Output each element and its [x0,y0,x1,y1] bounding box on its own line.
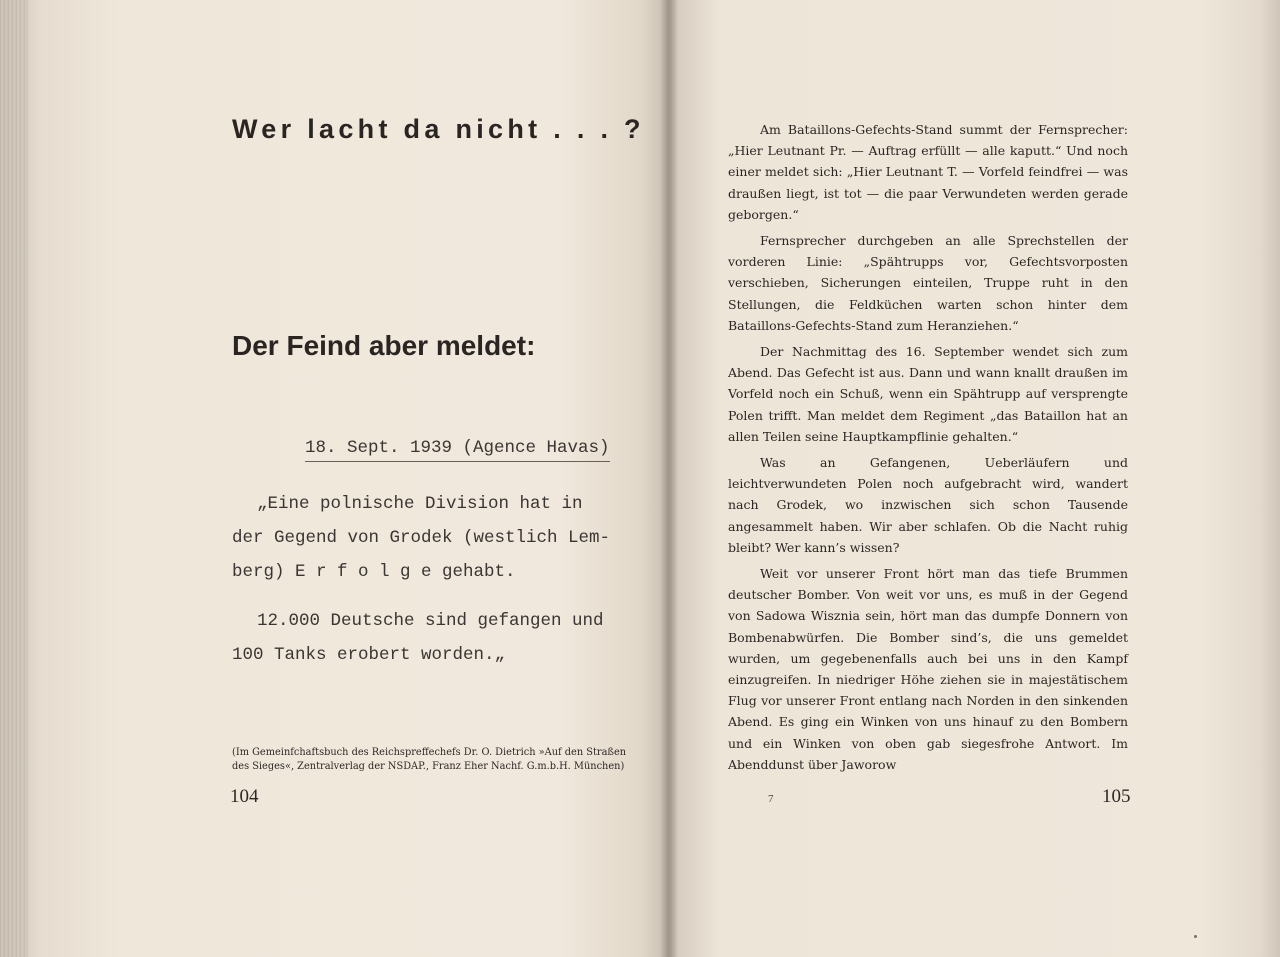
quote-line: 100 Tanks erobert worden.„ [232,645,506,665]
footnote-line: des Sieges«, Zentralverlag der NSDAP., Franz Eher Nachf. G.m.b.H. München) [232,761,625,772]
quote-line: berg) E r f o l g e gehabt. [232,562,516,582]
paper-speck [1194,935,1197,938]
book-gutter [660,0,678,957]
page-number-right: 105 [1102,786,1131,807]
paragraph: Was an Gefangenen, Ueberläufern und leichtverwundeten Polen noch aufgebracht wird, wandert nach Grodek, wo inzwischen sich schon Tausende angesammelt haben. Wir aber schlafen. Ob die Nacht ruhig bleibt? Wer kann’s wissen? [728,455,1128,555]
quote-line: 12.000 Deutsche sind gefangen und [257,611,604,631]
dateline: 18. Sept. 1939 (Agence Havas) [305,438,610,462]
signature-mark: 7 [768,793,774,805]
body-text [728,119,1128,780]
right-page [678,0,1280,957]
paragraph: Der Nachmittag des 16. September wendet sich zum Abend. Das Gefecht ist aus. Dann und wann knallt draußen im Vorfeld noch ein Schuß, wenn ein Spähtrupp auf versprengte Polen trifft. Man meldet dem Regiment „das Bataillon hat an allen Teilen seine Hauptkampflinie gehalten.“ [728,344,1128,444]
paragraph: Am Bataillons-Gefechts-Stand summt der Fernsprecher: „Hier Leutnant Pr. — Auftrag erfüllt — alle kaputt.“ Und noch einer meldet sich: „Hier Leutnant T. — Vorfeld feindfrei — was draußen liegt, ist tot — die paar Verwundeten werden gerade geborgen.“ [728,122,1128,222]
paragraph: Weit vor unserer Front hört man das tiefe Brummen deutscher Bomber. Von weit vor uns, es muß in der Gegend von Sadowa Wisznia sein, hört man das dumpfe Donnern von Bombenabwürfen. Die Bomber sind’s, die uns gemeldet wurden, um gegebenenfalls auch bei uns in den Kampf einzugreifen. In niedriger Höhe ziehen sie in majestätischem Flug vor unserer Front entlang nach Norden in den sinkenden Abend. Es ging ein Winken von uns hinauf zu den Bombern und ein Winken von oben gab siegesfrohe Antwort. Im Abenddunst über Jaworow [728,566,1128,772]
heading-question: Wer lacht da nicht . . . ? [232,114,645,144]
footnote-line: (Im Gemeinfchaftsbuch des Reichspreffechefs Dr. O. Dietrich »Auf den Straßen [232,747,627,758]
page-number-left: 104 [230,786,259,807]
paragraph: Fernsprecher durchgeben an alle Sprechstellen der vorderen Linie: „Spähtrupps vor, Gefechtsvorposten verschieben, Sicherungen einteilen, Truppe ruht in den Stellungen, die Feldküchen warten schon hinter dem Bataillons-Gefechts-Stand zum Heranziehen.“ [728,233,1128,333]
quote-line: „Eine polnische Division hat in [257,494,583,514]
heading-enemy-report: Der Feind aber meldet: [232,330,536,361]
quote-line: der Gegend von Grodek (westlich Lem- [232,528,611,548]
source-footnote [232,746,642,774]
